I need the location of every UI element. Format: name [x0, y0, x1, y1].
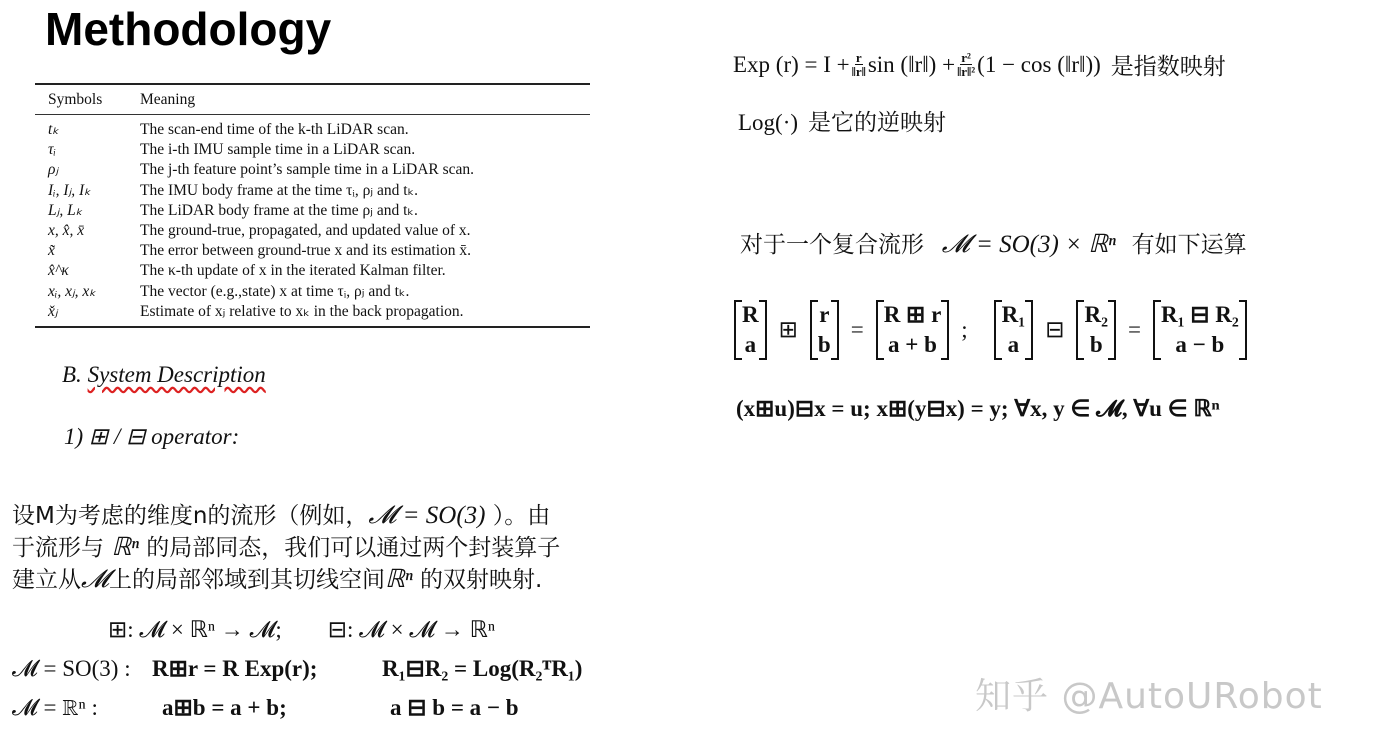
matrix-operations	[730, 300, 1251, 360]
matrix-entry: b	[1089, 332, 1103, 357]
matrix-entry: R₁	[1001, 302, 1026, 327]
table-body	[35, 115, 590, 326]
meaning-cell: The κ-th update of x in the iterated Kalman filter.	[140, 262, 446, 280]
matrix-entry: b	[817, 332, 831, 357]
exp-map-formula	[733, 48, 1226, 81]
table-row	[35, 221, 590, 241]
table-row	[35, 241, 590, 261]
matrix	[734, 300, 767, 360]
text: 于流形与	[12, 535, 112, 561]
matrix-entry: a − b	[1175, 332, 1225, 357]
matrix-entry: R₂	[1084, 302, 1108, 327]
equals: =	[850, 317, 864, 342]
text: 上的局部邻域到其切线空间	[109, 567, 386, 593]
slide-title: Methodology	[45, 3, 332, 55]
subsection-heading	[64, 424, 239, 450]
text: 建立从	[12, 567, 81, 593]
matrix-entry: R	[742, 302, 759, 327]
subsection-label: 1)	[64, 424, 84, 449]
symbol-cell: Iᵢ, Iⱼ, Iₖ	[48, 181, 91, 199]
math: (1 − cos (‖r‖))	[977, 51, 1101, 77]
matrix-entry: a	[1007, 332, 1020, 357]
math: Log(·)	[738, 110, 799, 135]
table-header	[35, 85, 590, 115]
fraction	[957, 51, 975, 78]
matrix-entry: a	[744, 332, 757, 357]
text: 是它的逆映射	[808, 110, 947, 136]
meaning-cell: The LiDAR body frame at the time ρⱼ and tₖ.	[140, 201, 418, 219]
symbol-cell: x, x̂, x̄	[48, 221, 85, 239]
composite-manifold-line	[740, 226, 1247, 259]
symbol-cell: x̌ⱼ	[48, 302, 58, 320]
matrix	[1153, 300, 1247, 360]
symbol-cell: xᵢ, xⱼ, xₖ	[48, 282, 96, 300]
table-row	[35, 282, 590, 302]
denominator: ‖r‖²	[957, 64, 976, 79]
meaning-cell: The i-th IMU sample time in a LiDAR scan.	[140, 141, 416, 159]
math: 𝓜 = SO(3) :	[12, 656, 131, 681]
math: R₁⊟R₂ = Log(R₂ᵀR₁)	[382, 656, 583, 681]
separator: ;	[961, 317, 968, 342]
rn-formula	[12, 695, 519, 721]
matrix	[876, 300, 950, 360]
operator-definition: ⊞: 𝓜 × ℝⁿ → 𝓜; ⊟: 𝓜 × 𝓜 → ℝⁿ	[108, 617, 496, 642]
table-row	[35, 302, 590, 322]
meaning-cell: The error between ground-true x and its estimation x̄.	[140, 242, 471, 260]
math: 𝓜 = ℝⁿ :	[12, 695, 98, 720]
symbol-cell: x̃	[48, 242, 55, 260]
math: 𝓜 = SO(3) × ℝⁿ	[941, 231, 1116, 258]
text: 设M为考虑的维度n的流形（例如，	[12, 503, 369, 529]
meaning-cell: The ground-true, propagated, and updated value of x.	[140, 221, 471, 239]
equals: =	[1127, 317, 1141, 342]
identities-formula: (x⊞u)⊟x = u; x⊞(y⊟x) = y; ∀x, y ∈ 𝓜, ∀u ∈ ℝⁿ	[736, 396, 1220, 421]
math: a⊞b = a + b;	[162, 695, 287, 720]
table-row	[35, 140, 590, 160]
section-title: System Description	[87, 362, 266, 387]
math: R⊞r = R Exp(r);	[152, 656, 318, 681]
watermark: 知乎 @AutoURobot	[975, 676, 1323, 717]
meaning-cell: The scan-end time of the k-th LiDAR scan.	[140, 121, 409, 138]
text: 的局部同态，我们可以通过两个封装算子	[139, 535, 561, 561]
header-symbols: Symbols	[48, 91, 103, 108]
fraction	[852, 51, 866, 78]
symbol-cell: Lⱼ, Lₖ	[48, 201, 83, 219]
table-row	[35, 181, 590, 201]
matrix-entry: a + b	[888, 332, 937, 357]
symbol-cell: x̂^κ	[48, 262, 69, 280]
boxplus-symbol: ⊞	[778, 317, 798, 342]
text: 的双射映射.	[412, 567, 543, 593]
table-row	[35, 201, 590, 221]
boxminus-symbol: ⊟	[1045, 317, 1065, 342]
symbols-table	[35, 83, 590, 328]
subsection-title: ⊞ / ⊟ operator:	[88, 424, 240, 449]
meaning-cell: Estimate of xⱼ relative to xₖ in the back propagation.	[140, 302, 464, 320]
text: 对于一个复合流形	[740, 232, 924, 258]
matrix	[1076, 300, 1116, 360]
matrix-entry: R₁ ⊟ R₂	[1160, 302, 1239, 327]
matrix	[994, 300, 1034, 360]
text: 是指数映射	[1110, 54, 1226, 80]
table-row	[35, 120, 590, 140]
math: Exp (r) = I +	[733, 51, 850, 77]
section-heading	[62, 362, 266, 388]
text: 有如下运算	[1131, 232, 1247, 258]
header-meaning: Meaning	[140, 91, 196, 108]
matrix	[810, 300, 839, 360]
matrix-entry: R ⊞ r	[883, 302, 942, 327]
meaning-cell: The IMU body frame at the time τᵢ, ρⱼ and tₖ.	[140, 181, 419, 199]
symbol-cell: ρⱼ	[48, 161, 59, 179]
text: ）。由	[485, 503, 551, 529]
matrix-entry: r	[819, 302, 830, 327]
numerator: r²	[961, 50, 971, 65]
manifold-paragraph	[12, 500, 662, 596]
denominator: ‖r‖	[851, 64, 866, 79]
table-row	[35, 160, 590, 180]
numerator: r	[855, 50, 862, 65]
math: 𝓜	[81, 566, 110, 593]
meaning-cell: The vector (e.g.,state) x at time τᵢ, ρⱼ and tₖ.	[140, 282, 410, 300]
symbol-cell: τᵢ	[48, 141, 56, 159]
math: sin (‖r‖) +	[867, 51, 956, 77]
math: a ⊟ b = a − b	[390, 695, 519, 720]
log-map-line	[738, 104, 946, 137]
symbol-cell: tₖ	[48, 121, 59, 138]
section-label: B.	[62, 362, 82, 387]
math: 𝓜 = SO(3)	[368, 502, 486, 529]
math: ℝⁿ	[111, 534, 139, 561]
meaning-cell: The j-th feature point’s sample time in a LiDAR scan.	[140, 161, 475, 179]
math: ℝⁿ	[385, 566, 413, 593]
table-row	[35, 261, 590, 281]
so3-formula	[12, 656, 582, 682]
